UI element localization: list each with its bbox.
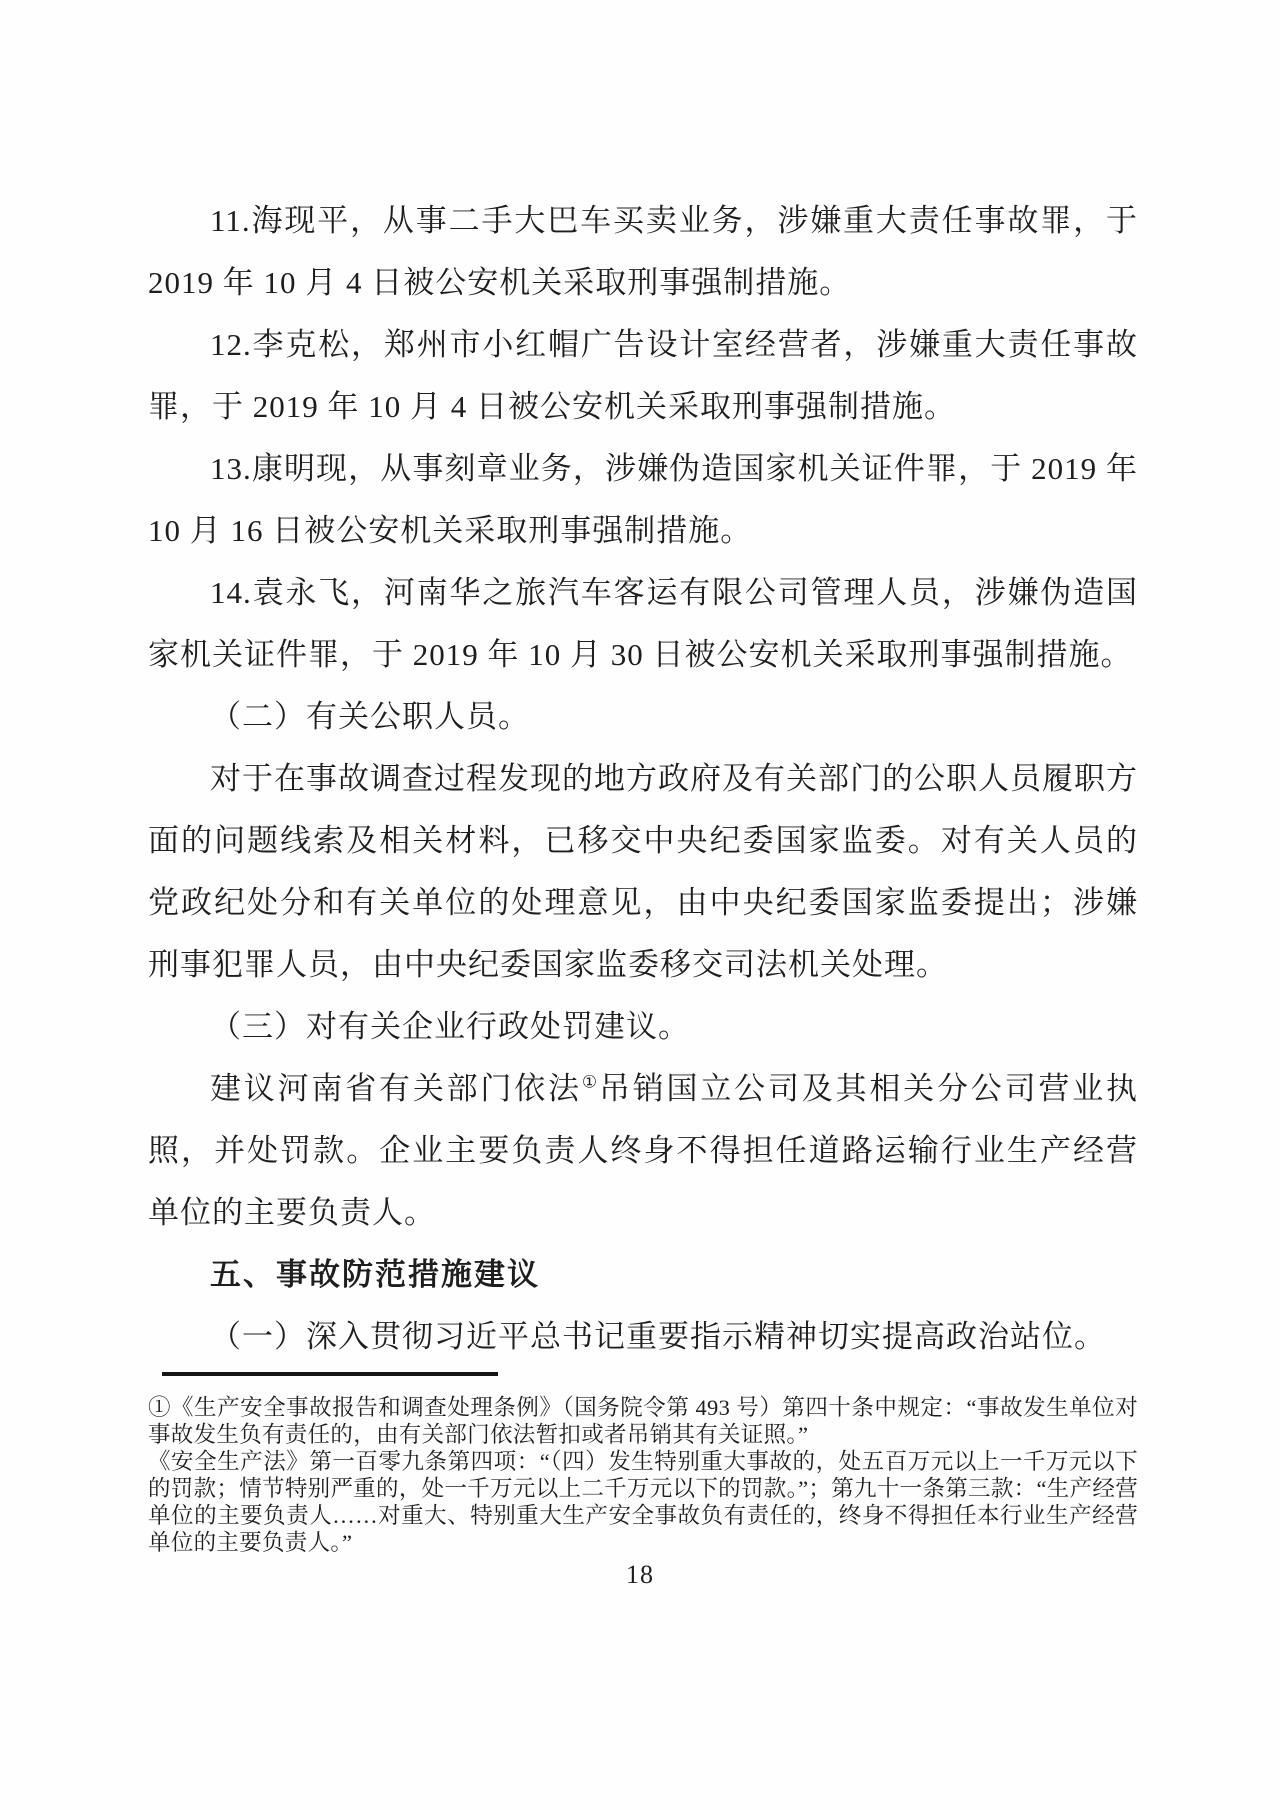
paragraph: 建议河南省有关部门依法①吊销国立公司及其相关分公司营业执照，并处罚款。企业主要负责人终身不得担任道路运输行业生产经营单位的主要负责人。 [148, 1071, 1139, 1230]
document-body [148, 190, 1138, 1368]
footnote-section [148, 1394, 1138, 1556]
paragraph: 对于在事故调查过程发现的地方政府及有关部门的公职人员履职方面的问题线索及相关材料，已移交中央纪委国家监委。对有关人员的党政纪处分和有关单位的处理意见，由中央纪委国家监委提出；涉嫌刑事犯罪人员，由中央纪委国家监委移交司法机关处理。 [148, 761, 1138, 982]
paragraph: （一）深入贯彻习近平总书记重要指示精神切实提高政治站位。 [210, 1319, 1106, 1354]
paragraph: 11.海现平，从事二手大巴车买卖业务，涉嫌重大责任事故罪，于 2019 年 10 月 4 日被公安机关采取刑事强制措施。 [148, 203, 1138, 300]
paragraph: （三）对有关企业行政处罚建议。 [210, 1009, 690, 1044]
footnote-marker: ① [581, 1072, 599, 1092]
paragraph: 13.康明现，从事刻章业务，涉嫌伪造国家机关证件罪，于 2019 年 10 月 16 日被公安机关采取刑事强制措施。 [148, 451, 1138, 548]
footnote-text: ①《生产安全事故报告和调查处理条例》（国务院令第 493 号）第四十条中规定：“事故发生单位对事故发生负有责任的，由有关部门依法暂扣或者吊销其有关证照。” [148, 1395, 1138, 1447]
footnote-area [148, 1372, 1138, 1556]
page-number: 18 [626, 1560, 654, 1589]
section-heading: 五、事故防范措施建议 [210, 1257, 540, 1292]
footnote-text: 《安全生产法》第一百零九条第四项：“（四）发生特别重大事故的，处五百万元以上一千万元以下的罚款；情节特别严重的，处一千万元以上二千万元以下的罚款。”；第九十一条第三款：“生产经营单位的主要负责人……对重大、特别重大生产安全事故负有责任的，终身不得担任本行业生产经营单位的主要负责人。” [148, 1449, 1138, 1555]
paragraph: 12.李克松，郑州市小红帽广告设计室经营者，涉嫌重大责任事故罪，于 2019 年 10 月 4 日被公安机关采取刑事强制措施。 [148, 327, 1138, 424]
footnote-separator [162, 1372, 498, 1376]
paragraph: （二）有关公职人员。 [210, 699, 530, 734]
paragraph: 14.袁永飞，河南华之旅汽车客运有限公司管理人员，涉嫌伪造国家机关证件罪，于 2019 年 10 月 30 日被公安机关采取刑事强制措施。 [148, 575, 1138, 672]
